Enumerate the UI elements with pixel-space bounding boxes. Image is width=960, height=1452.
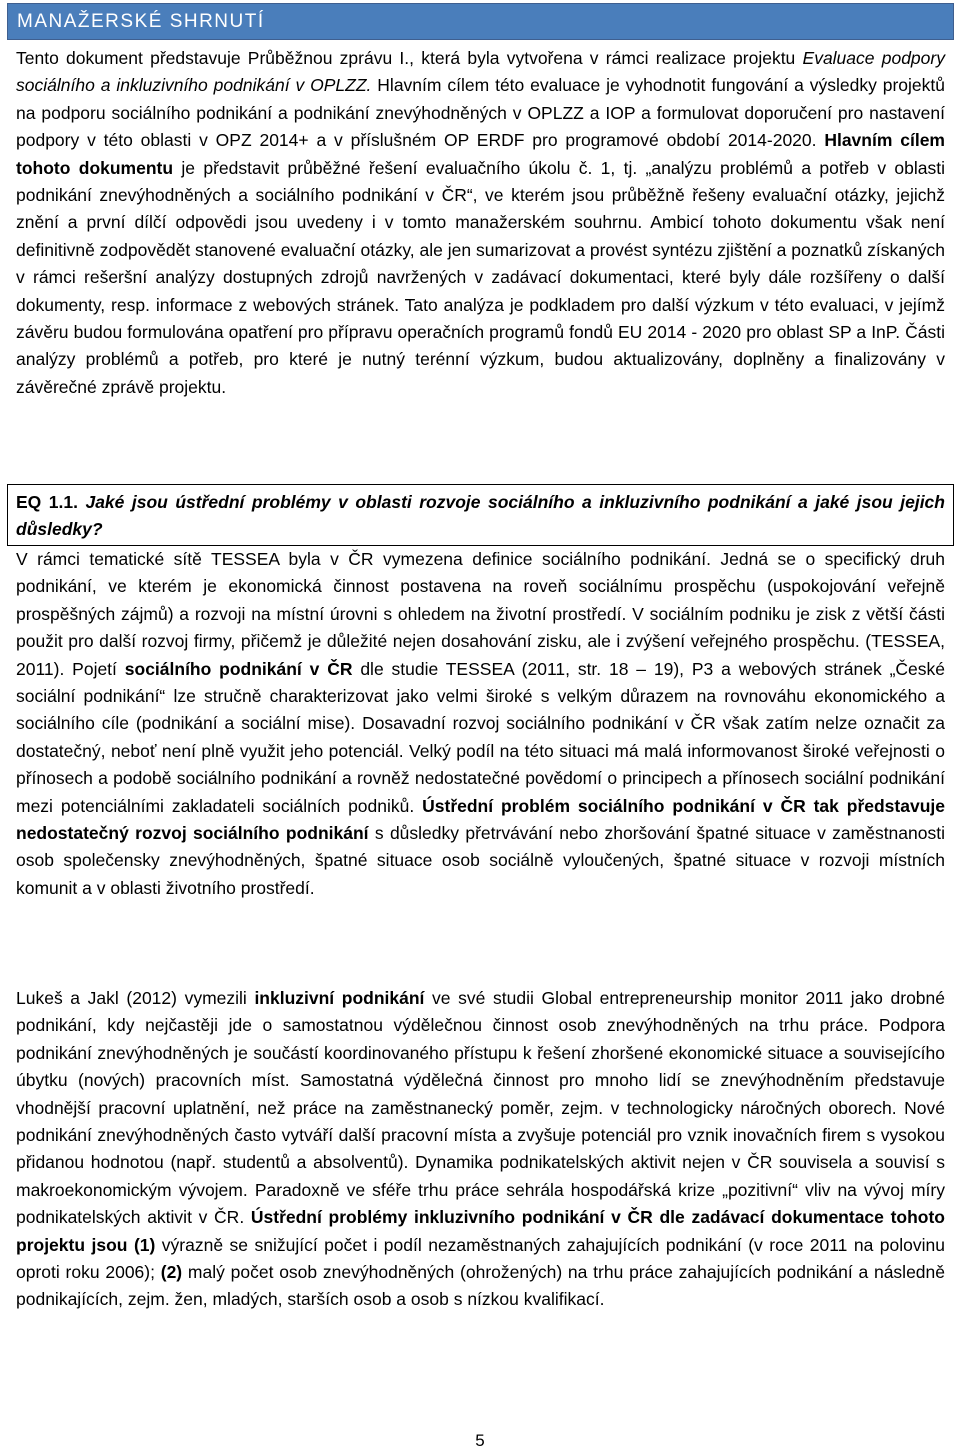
inclusive-text-4: malý počet osob znevýhodněných (ohrožených) na trhu práce zahajujících podnikání a následně podnikajících, zejm. žen, mladých, starších osob a osob s nízkou kvalifikací. xyxy=(16,1262,945,1310)
evaluation-question-number: EQ 1.1. xyxy=(16,492,78,512)
intro-text-1: Tento dokument představuje Průběžnou zprávu I., která byla vytvořena v rámci realizace projektu xyxy=(16,48,803,68)
intro-text-2: Hlavním cílem této evaluace je vyhodnotit fungování a výsledky projektů na podporu sociálního podnikání a podnikání znevýhodněných v OPLZZ a IOP a formulovat doporučení pro nastavení podpory v této oblasti v OPZ 2014+ a v příslušném OP ERDF pro programové období 2014-2020. xyxy=(16,75,945,151)
page-number: 5 xyxy=(475,1431,485,1450)
intro-text-3: je představit průběžné řešení evaluačního úkolu č. 1, tj. „analýzu problémů a potřeb v oblasti podnikání znevýhodněných a sociálního podnikání v ČR“, ve kterém jsou průběžně řešeny evaluační otázky, jejichž znění a první dílčí odpovědi jsou uvedeny i v tomto manažerském souhrnu. Ambicí tohoto dokumentu však není definitivně zodpovědět stanovené evaluační otázky, ale jen sumarizovat a provést syntézu zjištění a poznatků získaných v rámci rešeršní analýzy dostupných zdrojů navržených v zadávací dokumentaci, které byly dále rozšířeny o další dokumenty, resp. informace z webových stránek. Tato analýza je podkladem pro další výzkum v této evaluaci, v jejímž závěru budou formulována opatření pro přípravu operačních programů fondů EU 2014 - 2020 pro oblast SP a InP. Části analýzy problémů a potřeb, pro které je nutný terénní výzkum, budou aktualizovány, doplněny a finalizovány v závěrečné zprávě projektu. xyxy=(16,157,946,397)
inclusive-text-3: výrazně se snižující počet i podíl nezaměstnaných zahajujících podnikání (v roce 2011 na polovinu oproti roku 2006); xyxy=(16,1234,945,1283)
inclusive-emphasis-1: inkluzivní podnikání xyxy=(254,988,425,1008)
social-text-2: dle studie TESSEA (2011, str. 18 – 19), P3 a webových stránek „České sociální podnikání“ lze stručně charakterizovat jako velmi široké s velkým důrazem na rovnováhu ekonomického a sociálního cíle (podnikání a sociální mise). Dosavadní rozvoj sociálního podnikání v ČR však zatím nelze označit za dostatečný, neboť není plně využit jeho potenciál. Velký podíl na této situaci má malá informovanost široké veřejnosti o přínosech a podobě sociálního podnikání a rovněž nedostatečné povědomí o principech a přínosech sociální podnikání mezi potenciálními zakladateli sociálních podniků. xyxy=(16,658,946,816)
social-text-3: s důsledky přetrvávání nebo zhoršování špatné situace v zaměstnanosti osob společensky znevýhodněných, špatné situace osob sociálně vyloučených, špatné situace v rozvoji místních komunit a v oblasti životního prostředí. xyxy=(16,823,945,898)
inclusive-text-2: ve své studii Global entrepreneurship monitor 2011 jako drobné podnikání, kdy nejčastěji jde o samostatnou výdělečnou činnost osob znevýhodněných na trhu práce. Podpora podnikání znevýhodněných je součástí koordinovaného přístupu k řešení zhoršené ekonomické situace a souvisejícího úbytku (nových) pracovních míst. Samostatná výdělečná činnost pro mnoho lidí se znevýhodněním představuje vhodnější pracovní uplatnění, než práce na zaměstnanecký poměr, zejm. v technologicky náročných oborech. Nové podnikání znevýhodněných často vytváří další pracovní místa a zvyšuje potenciál pro vznik inovačních firem s vysokou přidanou hodnotou (např. studentů a absolventů). Dynamika podnikatelských aktivit nejen v ČR souvisela a souvisí s makroekonomickým vývojem. Paradoxně ve sféře trhu práce sehrála hospodářská krize „pozitivní“ vliv na vývoj míry podnikatelských aktivit v ČR. xyxy=(16,988,946,1228)
evaluation-question-box xyxy=(7,484,954,546)
social-emphasis-1: sociálního podnikání v ČR xyxy=(124,658,353,679)
intro-emphasis: Hlavním cílem tohoto dokumentu xyxy=(16,130,945,178)
section-header xyxy=(7,3,954,40)
evaluation-question-text: Jaké jsou ústřední problémy v oblasti rozvoje sociálního a inkluzivního podnikání a jaké jsou jejich důsledky? xyxy=(16,492,945,540)
inclusive-emphasis-3: (2) xyxy=(160,1262,183,1283)
inclusive-emphasis-2: Ústřední problémy inkluzivního podnikání v ČR dle zadávací dokumentace tohoto projektu jsou (1) xyxy=(16,1207,945,1255)
social-enterprise-paragraph xyxy=(16,546,945,902)
project-name: Evaluace podpory sociálního a inkluzivního podnikání v OPLZZ. xyxy=(16,48,945,96)
inclusive-enterprise-paragraph xyxy=(16,985,945,1314)
section-title: MANAŽERSKÉ SHRNUTÍ xyxy=(17,11,265,32)
inclusive-text-1: Lukeš a Jakl (2012) vymezili xyxy=(16,988,255,1008)
intro-paragraph xyxy=(16,45,945,401)
social-text-1: V rámci tematické sítě TESSEA byla v ČR vymezena definice sociálního podnikání. Jedná se o specifický druh podnikání, ve kterém je ekonomická činnost postavena na roveň sociálnímu prospěchu (uspokojování veřejně prospěšných zájmů) a rozvoji na místní úrovni s ohledem na životní prostředí. V sociálním podniku je zisk z větší části použit pro další rozvoj firmy, přičemž je důležité nejen dosahování zisku, ale i zvýšení veřejného prospěchu. (TESSEA, 2011). Pojetí xyxy=(16,549,945,679)
social-emphasis-2: Ústřední problém sociálního podnikání v ČR tak představuje nedostatečný rozvoj sociálního podnikání xyxy=(16,795,945,844)
